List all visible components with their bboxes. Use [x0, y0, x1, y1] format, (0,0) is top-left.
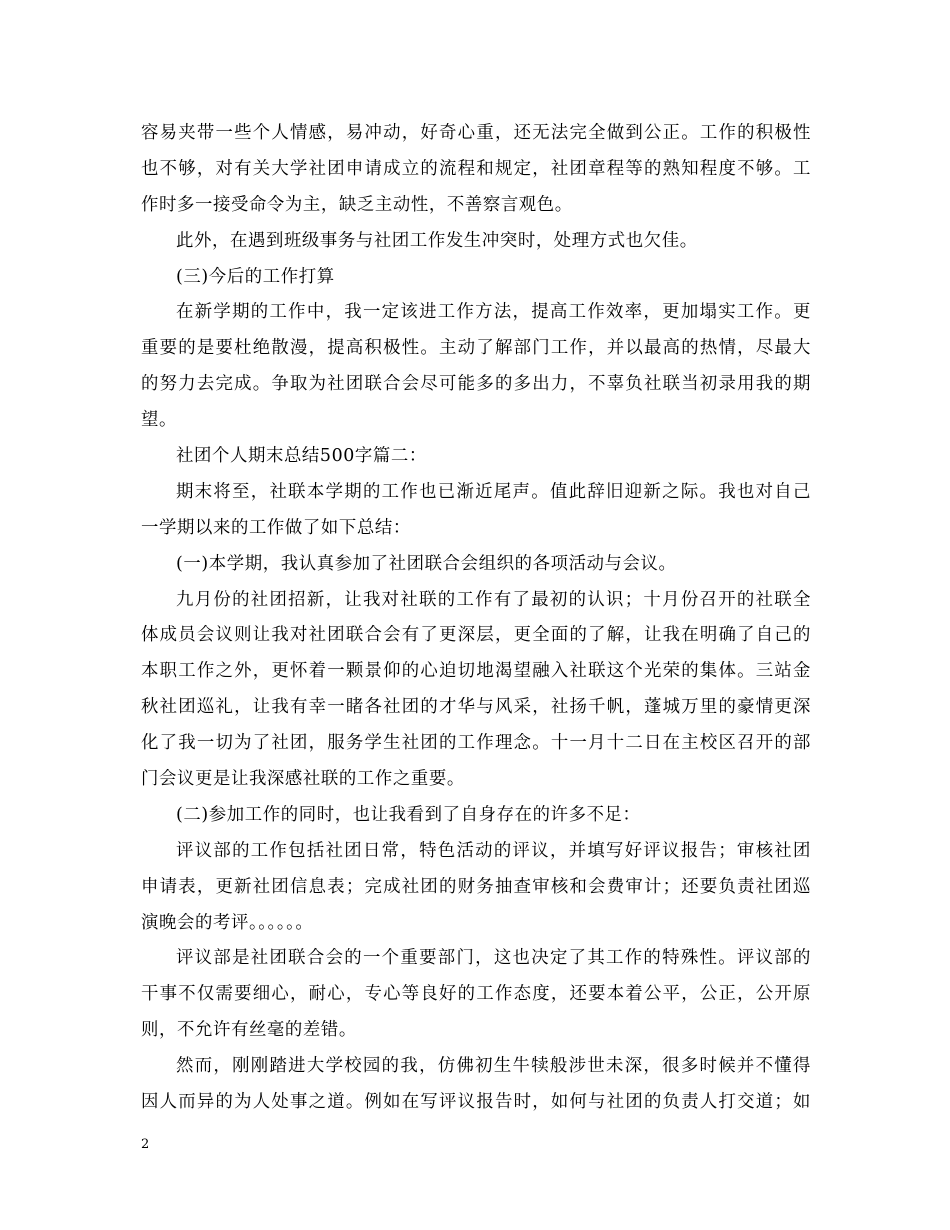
- text-line: 申请表，更新社团信息表；完成社团的财务抽查审核和会费审计；还要负责社团巡: [141, 876, 811, 897]
- text-line: 化了我一切为了社团，服务学生社团的工作理念。十一月十二日在主校区召开的部: [141, 733, 811, 754]
- text-line: 本职工作之外，更怀着一颗景仰的心迫切地渴望融入社联这个光荣的集体。三站金: [141, 661, 811, 682]
- document-body: [141, 116, 811, 1121]
- text-line: 期末将至，社联本学期的工作也已渐近尾声。值此辞旧迎新之际。我也对自己: [176, 481, 811, 502]
- text-line: 然而，刚刚踏进大学校园的我，仿佛初生牛犊般涉世未深，很多时候并不懂得: [176, 1056, 811, 1077]
- section-heading: (二)参加工作的同时，也让我看到了自身存在的许多不足：: [176, 804, 641, 825]
- text-line: 的努力去完成。争取为社团联合会尽可能多的多出力，不辜负社联当初录用我的期: [141, 374, 811, 395]
- text-line: 门会议更是让我深感社联的工作之重要。: [141, 769, 465, 790]
- text-line: 评议部是社团联合会的一个重要部门，这也决定了其工作的特殊性。评议部的: [176, 948, 811, 969]
- text-line: 秋社团巡礼，让我有幸一睹各社团的才华与风采，社扬千帆，蓬城万里的豪情更深: [141, 697, 811, 718]
- text-line: 在新学期的工作中，我一定该进工作方法，提高工作效率，更加塌实工作。更: [176, 302, 811, 323]
- text-line: 望。: [141, 410, 177, 431]
- section-heading: (一)本学期，我认真参加了社团联合会组织的各项活动与会议。: [176, 553, 677, 574]
- text-line: 演晚会的考评。。。。。。: [141, 912, 314, 933]
- text-line: 也不够，对有关大学社团申请成立的流程和规定，社团章程等的熟知程度不够。工: [141, 158, 811, 179]
- text-line: 一学期以来的工作做了如下总结：: [141, 517, 411, 538]
- page-number: 2: [141, 1137, 150, 1152]
- text-line: 此外，在遇到班级事务与社团工作发生冲突时，处理方式也欠佳。: [176, 230, 698, 251]
- text-line: 重要的是要杜绝散漫，提高积极性。主动了解部门工作，并以最高的热情，尽最大: [141, 338, 811, 359]
- section-heading: 社团个人期末总结500字篇二：: [176, 446, 427, 467]
- text-line: 评议部的工作包括社团日常，特色活动的评议，并填写好评议报告；审核社团: [176, 840, 811, 861]
- text-line: 作时多一接受命令为主，缺乏主动性，不善察言观色。: [141, 194, 573, 215]
- text-line: 九月份的社团招新，让我对社联的工作有了最初的认识；十月份召开的社联全: [176, 589, 811, 610]
- text-line: 干事不仅需要细心，耐心，专心等良好的工作态度，还要本着公平，公正，公开原: [141, 984, 811, 1005]
- text-line: 则，不允许有丝毫的差错。: [141, 1020, 357, 1041]
- section-heading: (三)今后的工作打算: [176, 266, 335, 287]
- text-line: 容易夹带一些个人情感，易冲动，好奇心重，还无法完全做到公正。工作的积极性: [141, 123, 811, 143]
- text-line: 体成员会议则让我对社团联合会有了更深层，更全面的了解，让我在明确了自己的: [141, 625, 811, 646]
- text-line: 因人而异的为人处事之道。例如在写评议报告时，如何与社团的负责人打交道；如: [141, 1092, 811, 1113]
